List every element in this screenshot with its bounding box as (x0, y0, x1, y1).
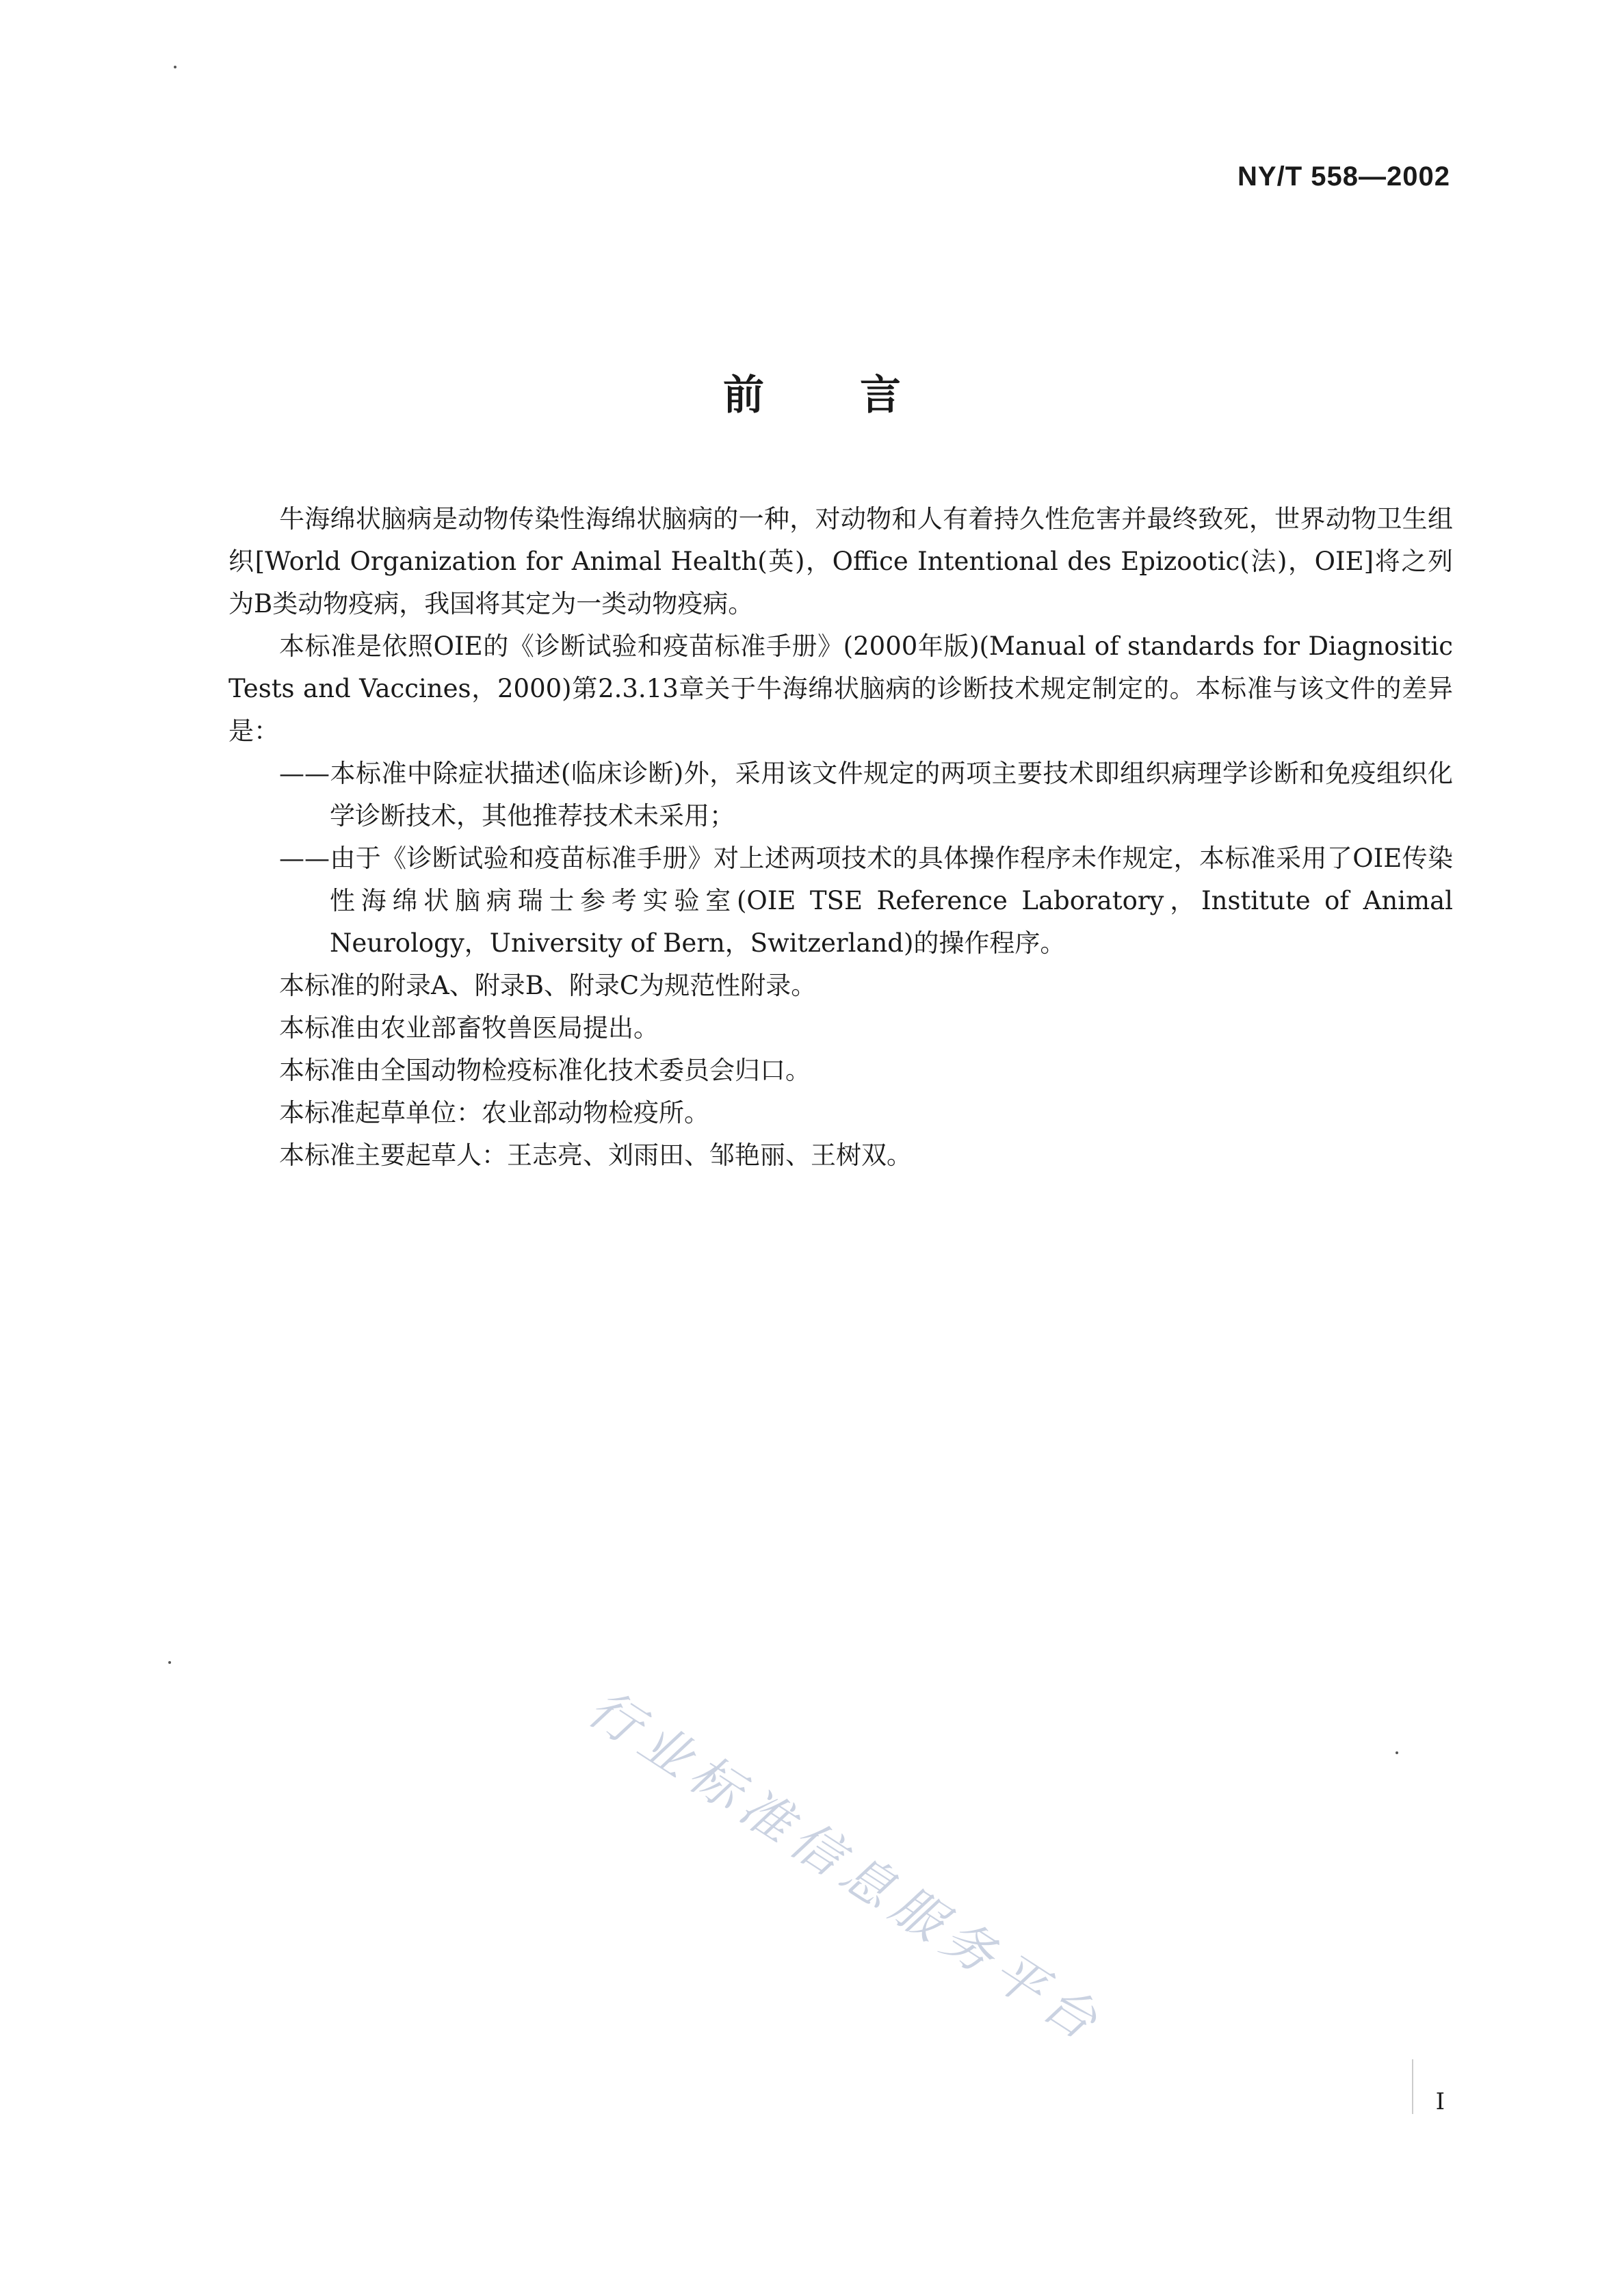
difference-text-2: 由于《诊断试验和疫苗标准手册》对上述两项技术的具体操作程序未作规定，本标准采用了OIE传染性海绵状脑病瑞士参考实验室(OIE TSE Reference Laboratory，Institute of Animal Neurology，University of Bern，Switzerland)的操作程序。 (330, 844, 1453, 958)
paragraph-intro: 牛海绵状脑病是动物传染性海绵状脑病的一种，对动物和人有着持久性危害并最终致死，世界动物卫生组织[World Organization for Animal Health(英)，Office Intentional des Epizootic(法)，OIE]将之列为B类动物疫病，我国将其定为一类动物疫病。 (228, 504, 1453, 618)
foreword-body (228, 498, 1453, 1177)
scan-speck (174, 66, 176, 68)
page-number: I (1435, 2088, 1445, 2115)
scan-margin-line (1412, 2059, 1413, 2114)
watermark-text: 行业标准信息服务平台 (577, 1678, 1115, 2056)
scan-speck (1396, 1751, 1398, 1754)
scan-speck (168, 1661, 171, 1664)
paragraph-basis: 本标准是依照OIE的《诊断试验和疫苗标准手册》(2000年版)(Manual of standards for Diagnositic Tests and Vaccines，2000)第2.3.13章关于牛海绵状脑病的诊断技术规定制定的。本标准与该文件的差异是： (228, 631, 1453, 746)
standard-code: NY/T 558—2002 (1237, 161, 1450, 192)
difference-item-1 (228, 753, 1453, 837)
dash-marker: —— (279, 759, 330, 788)
committee-statement: 本标准由全国动物检疫标准化技术委员会归口。 (279, 1056, 811, 1085)
annex-statement: 本标准的附录A、附录B、附录C为规范性附录。 (279, 971, 817, 1000)
page-title: 前言 (723, 371, 997, 419)
difference-item-2 (228, 837, 1453, 965)
proposer-statement: 本标准由农业部畜牧兽医局提出。 (279, 1013, 659, 1043)
difference-text-1: 本标准中除症状描述(临床诊断)外，采用该文件规定的两项主要技术即组织病理学诊断和免疫组织化学诊断技术，其他推荐技术未采用； (330, 759, 1453, 831)
drafting-unit-statement: 本标准起草单位：农业部动物检疫所。 (279, 1098, 709, 1127)
dash-marker: —— (279, 844, 330, 873)
drafters-statement: 本标准主要起草人：王志亮、刘雨田、邹艳丽、王树双。 (279, 1140, 912, 1170)
